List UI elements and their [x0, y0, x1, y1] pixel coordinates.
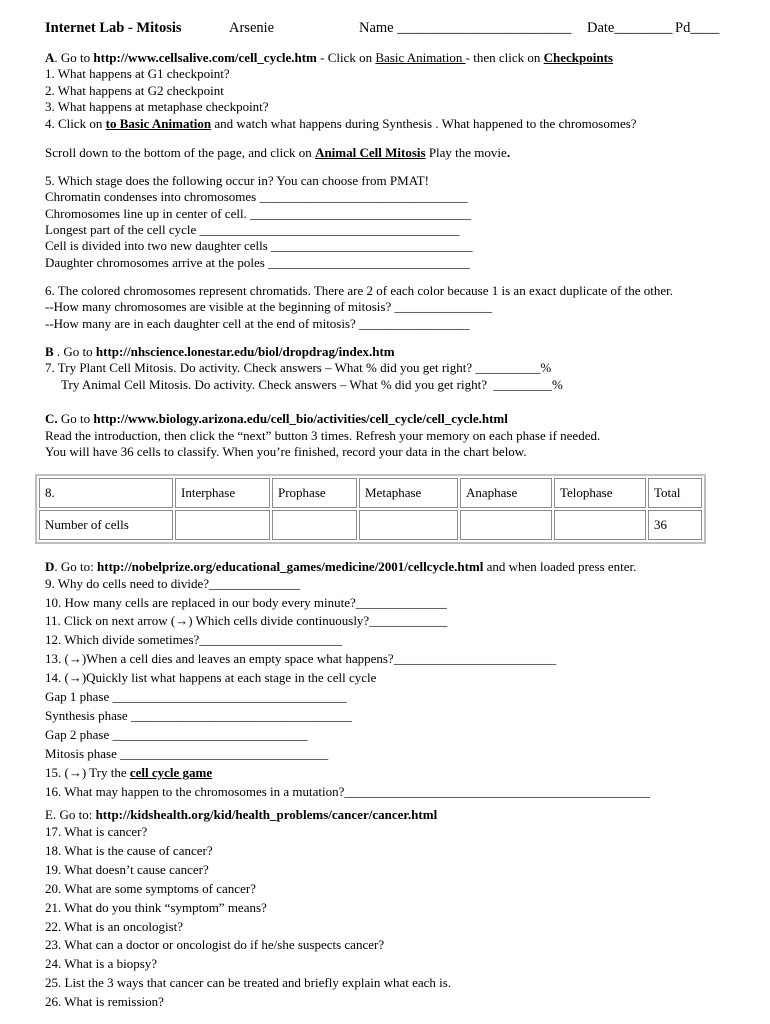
section-c-url[interactable]: http://www.biology.arizona.edu/cell_bio/activities/cell_cycle/cell_cycle.html: [93, 411, 508, 426]
table-header-cell: Interphase: [175, 478, 270, 508]
scroll-text: .: [506, 145, 511, 160]
name-field: Name ________________________: [359, 20, 572, 36]
goto-text: . Go to: [53, 344, 96, 359]
question-4: [45, 116, 637, 132]
mitosis-phase: Mitosis phase ________________________________: [45, 746, 329, 761]
section-b-instructions: [45, 344, 395, 360]
question-15-text: 15. (→) Try the: [45, 765, 130, 780]
question-2: 2. What happens at G2 checkpoint: [45, 83, 224, 98]
total-count-cell: 36: [648, 510, 702, 540]
table-header-row: [39, 478, 702, 508]
table-header-cell: Metaphase: [359, 478, 458, 508]
q5-item: Chromosomes line up in center of cell. __________________________________: [45, 206, 472, 221]
anaphase-count-cell[interactable]: [460, 510, 552, 540]
question-17: 17. What is cancer?: [45, 824, 148, 839]
question-25: 25. List the 3 ways that cancer can be treated and briefly explain what each is.: [45, 975, 452, 990]
goto-text: E. Go to:: [45, 807, 96, 822]
scroll-text: Scroll down to the bottom of the page, and click on: [45, 145, 316, 160]
basic-animation-link-2[interactable]: to Basic Animation: [105, 116, 212, 131]
table-header-cell: Prophase: [272, 478, 357, 508]
question-1: 1. What happens at G1 checkpoint?: [45, 66, 230, 81]
scroll-instruction: [45, 145, 510, 161]
table-header-cell: Anaphase: [460, 478, 552, 508]
section-e-instructions: [45, 807, 437, 823]
section-b-label: B: [45, 344, 54, 359]
section-e-url[interactable]: http://kidshealth.org/kid/health_problems/cancer/cancer.html: [95, 807, 438, 822]
period-field: Pd____: [675, 20, 720, 36]
section-d-label: D: [45, 559, 55, 574]
section-a-url[interactable]: http://www.cellsalive.com/cell_cycle.htm: [93, 50, 317, 65]
question-24: 24. What is a biopsy?: [45, 956, 158, 971]
table-row-label: Number of cells: [39, 510, 173, 540]
question-22: 22. What is an oncologist?: [45, 919, 184, 934]
question-26: 26. What is remission?: [45, 994, 164, 1009]
q5-item: Cell is divided into two new daughter cells _______________________________: [45, 238, 473, 253]
instruction-text: and when loaded press enter.: [483, 559, 637, 574]
instruction-text: - Click on: [316, 50, 376, 65]
goto-text: Go to: [57, 411, 94, 426]
telophase-count-cell[interactable]: [554, 510, 646, 540]
instruction-text: - then click on: [465, 50, 544, 65]
question-15: [45, 765, 212, 781]
question-20: 20. What are some symptoms of cancer?: [45, 881, 256, 896]
table-row: [39, 510, 702, 540]
question-10: 10. How many cells are replaced in our body every minute?______________: [45, 595, 447, 610]
question-12: 12. Which divide sometimes?______________________: [45, 632, 343, 647]
section-a-instructions: [45, 50, 613, 66]
table-header-cell: Total: [648, 478, 702, 508]
date-field: Date________: [587, 20, 673, 36]
worksheet-title: Internet Lab - Mitosis: [45, 20, 182, 36]
question-3: 3. What happens at metaphase checkpoint?: [45, 99, 269, 114]
worksheet-header: [45, 20, 720, 36]
question-16: 16. What may happen to the chromosomes in a mutation?_______________________________________________: [45, 784, 650, 799]
section-c-line-2: You will have 36 cells to classify. When you’re finished, record your data in the chart below.: [45, 444, 527, 459]
basic-animation-link[interactable]: Basic Animation: [375, 50, 466, 65]
section-c-line-1: Read the introduction, then click the “next” button 3 times. Refresh your memory on each phase if needed.: [45, 428, 601, 443]
q5-item: Chromatin condenses into chromosomes ________________________________: [45, 189, 468, 204]
goto-text: . Go to: [54, 50, 94, 65]
question-6b: --How many are in each daughter cell at the end of mitosis? _________________: [45, 316, 470, 331]
section-b-url[interactable]: http://nhscience.lonestar.edu/biol/dropdrag/index.htm: [95, 344, 395, 359]
scroll-text: Play the movie: [425, 145, 507, 160]
question-13: 13. (→)When a cell dies and leaves an empty space what happens?_________________________: [45, 651, 557, 666]
section-d-url[interactable]: http://nobelprize.org/educational_games/medicine/2001/cellcycle.html: [97, 559, 484, 574]
question-5: 5. Which stage does the following occur in? You can choose from PMAT!: [45, 173, 429, 188]
question-23: 23. What can a doctor or oncologist do if he/she suspects cancer?: [45, 937, 385, 952]
gap-2-phase: Gap 2 phase ______________________________: [45, 727, 308, 742]
table-header-cell: Telophase: [554, 478, 646, 508]
animal-cell-mitosis-link[interactable]: Animal Cell Mitosis: [315, 145, 426, 160]
question-6a: --How many chromosomes are visible at the beginning of mitosis? _______________: [45, 299, 492, 314]
section-d-instructions: [45, 559, 636, 575]
section-c-instructions: [45, 411, 508, 427]
author-name: Arsenie: [229, 20, 275, 36]
question-4-text: 4. Click on: [45, 116, 106, 131]
prophase-count-cell[interactable]: [272, 510, 357, 540]
question-11: 11. Click on next arrow (→) Which cells divide continuously?____________: [45, 613, 448, 628]
q5-item: Daughter chromosomes arrive at the poles _______________________________: [45, 255, 470, 270]
question-14: 14. (→)Quickly list what happens at each stage in the cell cycle: [45, 670, 377, 685]
cell-count-table: [35, 474, 706, 544]
question-7-plant: 7. Try Plant Cell Mitosis. Do activity. Check answers – What % did you get right? __________%: [45, 360, 552, 375]
table-header-cell: 8.: [39, 478, 173, 508]
question-6: 6. The colored chromosomes represent chromatids. There are 2 of each color because 1 is an exact duplicate of the other.: [45, 283, 673, 298]
checkpoints-link[interactable]: Checkpoints: [543, 50, 613, 65]
question-19: 19. What doesn’t cause cancer?: [45, 862, 209, 877]
question-21: 21. What do you think “symptom” means?: [45, 900, 267, 915]
section-a-label: A: [45, 50, 55, 65]
question-9: 9. Why do cells need to divide?______________: [45, 576, 301, 591]
question-18: 18. What is the cause of cancer?: [45, 843, 213, 858]
question-7-animal: Try Animal Cell Mitosis. Do activity. Check answers – What % did you get right? _________%: [45, 377, 563, 392]
interphase-count-cell[interactable]: [175, 510, 270, 540]
cell-cycle-game-link[interactable]: cell cycle game: [129, 765, 213, 780]
question-4-text: and watch what happens during Synthesis . What happened to the chromosomes?: [211, 116, 637, 131]
gap-1-phase: Gap 1 phase ____________________________________: [45, 689, 347, 704]
q5-item: Longest part of the cell cycle ________________________________________: [45, 222, 460, 237]
goto-text: . Go to:: [54, 559, 98, 574]
section-c-label: C.: [45, 411, 58, 426]
synthesis-phase: Synthesis phase __________________________________: [45, 708, 352, 723]
metaphase-count-cell[interactable]: [359, 510, 458, 540]
